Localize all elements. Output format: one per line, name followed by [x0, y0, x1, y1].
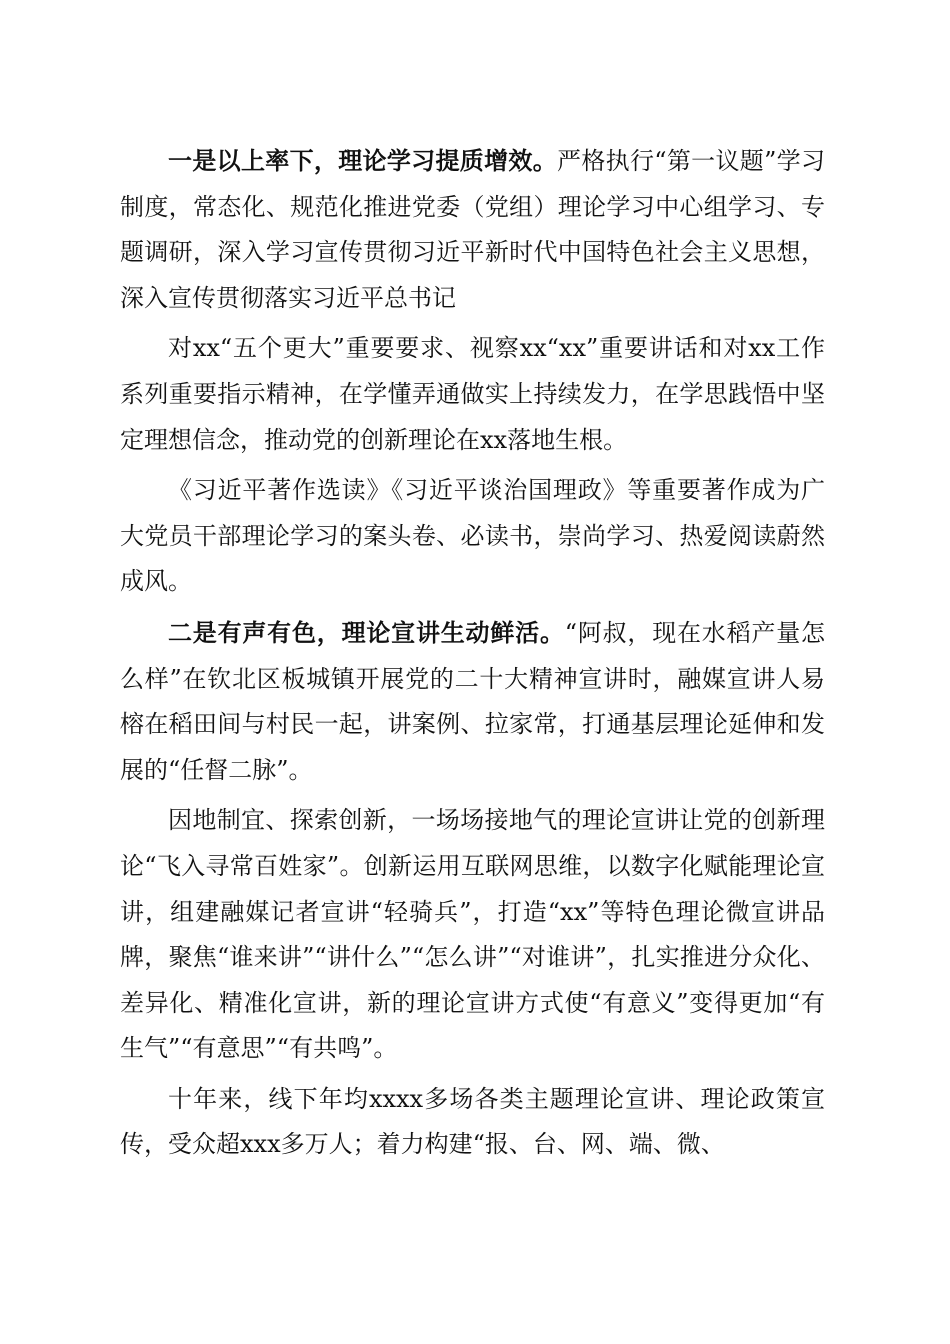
paragraph-1 — [120, 138, 825, 321]
paragraph-text: 《习近平著作选读》《习近平谈治国理政》等重要著作成为广大党员干部理论学习的案头卷、必读书，崇尚学习、热爱阅读蔚然成风。 — [120, 476, 825, 596]
paragraph-lead: 二是有声有色，理论宣讲生动鲜活。 — [168, 617, 565, 647]
paragraph-2 — [120, 326, 825, 463]
paragraph-5 — [120, 798, 825, 1072]
paragraph-text: 严格执行“第一议题”学习制度，常态化、规范化推进党委（党组）理论学习中心组学习、专题调研，深入学习宣传贯彻习近平新时代中国特色社会主义思想，深入宣传贯彻落实习近平总书记 — [120, 147, 825, 312]
paragraph-6 — [120, 1077, 825, 1168]
paragraph-3 — [120, 468, 825, 605]
paragraph-text: 对xx“五个更大”重要要求、视察xx“xx”重要讲话和对xx工作系列重要指示精神，在学懂弄通做实上持续发力，在学思践悟中坚定理想信念，推动党的创新理论在xx落地生根。 — [120, 334, 825, 454]
paragraph-text: “阿叔，现在水稻产量怎么样”在钦北区板城镇开展党的二十大精神宣讲时，融媒宣讲人易榕在稻田间与村民一起，讲案例、拉家常，打通基层理论延伸和发展的“任督二脉”。 — [120, 618, 825, 784]
paragraph-text: 因地制宜、探索创新，一场场接地气的理论宣讲让党的创新理论“飞入寻常百姓家”。创新运用互联网思维，以数字化赋能理论宣讲，组建融媒记者宣讲“轻骑兵”，打造“xx”等特色理论微宣讲品牌，聚焦“谁来讲”“讲什么”“怎么讲”“对谁讲”，扎实推进分众化、差异化、精准化宣讲，新的理论宣讲方式使“有意义”变得更加“有生气”“有意思”“有共鸣”。 — [120, 806, 825, 1063]
paragraph-lead: 一是以上率下，理论学习提质增效。 — [168, 146, 558, 175]
paragraph-text: 十年来，线下年均xxxx多场各类主题理论宣讲、理论政策宣传，受众超xxx多万人；着力构建“报、台、网、端、微、 — [120, 1084, 825, 1159]
paragraph-4 — [120, 610, 825, 793]
document-body — [120, 138, 825, 1173]
